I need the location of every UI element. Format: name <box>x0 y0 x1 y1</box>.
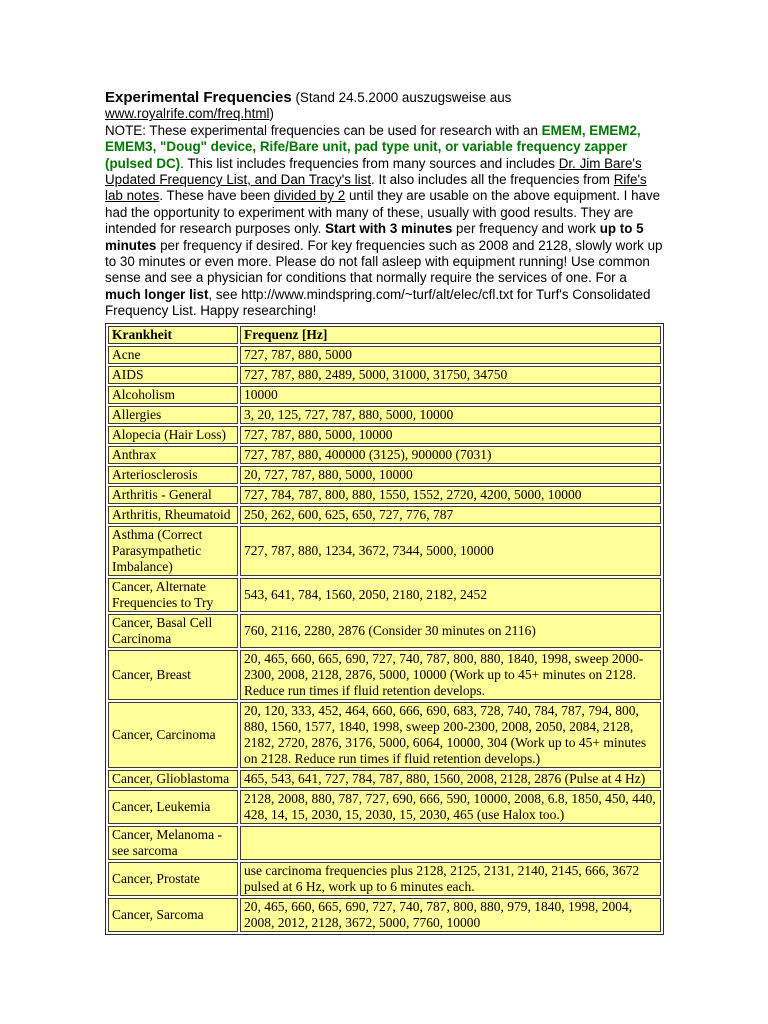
frequency-cell: 20, 727, 787, 880, 5000, 10000 <box>240 466 661 484</box>
condition-cell: AIDS <box>108 366 238 384</box>
inline-link[interactable]: Dr. Jim Bare's Updated Frequency List, and Dan Tracy's list <box>105 155 642 188</box>
frequency-cell: 20, 465, 660, 665, 690, 727, 740, 787, 800, 880, 979, 1840, 1998, 2004, 2008, 2012, 2128, 3672, 5000, 7760, 10000 <box>240 898 661 932</box>
frequency-cell: 465, 543, 641, 727, 784, 787, 880, 1560, 2008, 2128, 2876 (Pulse at 4 Hz) <box>240 770 661 788</box>
table-row <box>108 614 661 648</box>
table-row <box>108 466 661 484</box>
note-text-segment: much longer list <box>105 286 209 302</box>
table-row <box>108 486 661 504</box>
condition-cell: Arteriosclerosis <box>108 466 238 484</box>
condition-cell: Cancer, Carcinoma <box>108 702 238 768</box>
table-row <box>108 386 661 404</box>
note-text-segment: EMEM, EMEM2, EMEM3, "Doug" device, Rife/Bare unit, pad type unit, or variable frequency zapper (pulsed DC) <box>105 122 641 171</box>
frequency-cell: 727, 787, 880, 400000 (3125), 900000 (7031) <box>240 446 661 464</box>
frequency-table <box>105 323 664 935</box>
table-row <box>108 862 661 896</box>
note-text-segment: Start with 3 minutes <box>325 221 453 237</box>
condition-cell: Arthritis, Rheumatoid <box>108 506 238 524</box>
condition-cell: Asthma (Correct Parasympathetic Imbalance) <box>108 526 238 576</box>
document-title: Experimental Frequencies <box>105 89 292 106</box>
note-text-segment: up to 5 minutes <box>105 221 644 253</box>
note-text-segment: until they are usable on the above equipment. I have had the opportunity to experiment with many of these, usually with good results. They are intended for research purposes only. <box>105 188 661 237</box>
condition-cell: Cancer, Breast <box>108 650 238 700</box>
table-row <box>108 826 661 860</box>
note-paragraph <box>105 123 664 320</box>
inline-link[interactable]: Rife's lab notes <box>105 172 647 204</box>
frequency-cell: 250, 262, 600, 625, 650, 727, 776, 787 <box>240 506 661 524</box>
condition-cell: Alopecia (Hair Loss) <box>108 426 238 444</box>
royalrife-link[interactable]: www.royalrife.com/freq.html <box>105 106 270 122</box>
condition-cell: Cancer, Sarcoma <box>108 898 238 932</box>
column-header-frequenz: Frequenz [Hz] <box>240 326 661 344</box>
condition-cell: Allergies <box>108 406 238 424</box>
note-text-segment: NOTE: These experimental frequencies can be used for research with an <box>105 122 542 138</box>
table-row <box>108 406 661 424</box>
condition-cell: Anthrax <box>108 446 238 464</box>
table-row <box>108 790 661 824</box>
condition-cell: Arthritis - General <box>108 486 238 504</box>
frequency-cell: 10000 <box>240 386 661 404</box>
note-text-segment: . These have been <box>159 188 274 204</box>
table-row <box>108 506 661 524</box>
frequency-table-body <box>108 346 661 932</box>
condition-cell: Cancer, Alternate Frequencies to Try <box>108 578 238 612</box>
condition-cell: Cancer, Melanoma - see sarcoma <box>108 826 238 860</box>
condition-cell: Cancer, Prostate <box>108 862 238 896</box>
table-row <box>108 898 661 932</box>
frequency-cell: use carcinoma frequencies plus 2128, 2125, 2131, 2140, 2145, 666, 3672 pulsed at 6 Hz, work up to 6 minutes each. <box>240 862 661 896</box>
document-page <box>105 90 664 935</box>
table-row <box>108 650 661 700</box>
note-text-segment: divided by 2 <box>273 188 346 204</box>
intro-block <box>105 90 664 320</box>
column-header-krankheit: Krankheit <box>108 326 238 344</box>
title-subtitle: (Stand 24.5.2000 auszugsweise aus <box>291 90 512 105</box>
table-row <box>108 526 661 576</box>
frequency-cell: 727, 787, 880, 1234, 3672, 7344, 5000, 10000 <box>240 526 661 576</box>
table-row <box>108 346 661 364</box>
condition-cell: Alcoholism <box>108 386 238 404</box>
frequency-cell: 3, 20, 125, 727, 787, 880, 5000, 10000 <box>240 406 661 424</box>
note-text-segment: , see http://www.mindspring.com/~turf/alt/elec/cfl.txt for Turf's Consolidated Frequency List. Happy researching! <box>105 286 651 319</box>
frequency-cell: 727, 787, 880, 5000 <box>240 346 661 364</box>
condition-cell: Cancer, Basal Cell Carcinoma <box>108 614 238 648</box>
note-text-segment: per frequency and work <box>452 221 600 237</box>
frequency-cell: 727, 787, 880, 2489, 5000, 31000, 31750, 34750 <box>240 366 661 384</box>
table-row <box>108 578 661 612</box>
note-text-segment: per frequency if desired. For key frequencies such as 2008 and 2128, slowly work up to 30 minutes or even more. Please do not fall asleep with equipment running! Use common sense and see a physician for conditions that normally require the services of one. For a <box>105 237 663 286</box>
table-row <box>108 770 661 788</box>
close-paren: ) <box>269 106 274 122</box>
condition-cell: Acne <box>108 346 238 364</box>
frequency-cell: 727, 787, 880, 5000, 10000 <box>240 426 661 444</box>
table-row <box>108 702 661 768</box>
condition-cell: Cancer, Leukemia <box>108 790 238 824</box>
table-header-row <box>108 326 661 344</box>
frequency-cell <box>240 826 661 860</box>
condition-cell: Cancer, Glioblastoma <box>108 770 238 788</box>
table-row <box>108 426 661 444</box>
note-text-segment: . It also includes all the frequencies from <box>371 172 614 188</box>
note-text-segment: . This list includes frequencies from many sources and includes <box>180 155 559 171</box>
frequency-cell: 760, 2116, 2280, 2876 (Consider 30 minutes on 2116) <box>240 614 661 648</box>
table-row <box>108 366 661 384</box>
table-row <box>108 446 661 464</box>
frequency-cell: 2128, 2008, 880, 787, 727, 690, 666, 590, 10000, 2008, 6.8, 1850, 450, 440, 428, 14, 15, 2030, 15, 2030, 15, 2030, 465 (use Halox too.) <box>240 790 661 824</box>
frequency-cell: 543, 641, 784, 1560, 2050, 2180, 2182, 2452 <box>240 578 661 612</box>
frequency-cell: 727, 784, 787, 800, 880, 1550, 1552, 2720, 4200, 5000, 10000 <box>240 486 661 504</box>
frequency-cell: 20, 120, 333, 452, 464, 660, 666, 690, 683, 728, 740, 784, 787, 794, 800, 880, 1560, 1577, 1840, 1998, sweep 200-2300, 2008, 2050, 2084, 2128, 2182, 2720, 2876, 3176, 5000, 6064, 10000, 304 (Work up to 45+ minutes on 2128. Reduce run times if fluid retention develops.) <box>240 702 661 768</box>
frequency-cell: 20, 465, 660, 665, 690, 727, 740, 787, 800, 880, 1840, 1998, sweep 2000-2300, 2008, 2128, 2876, 5000, 10000 (Work up to 45+ minutes on 2128. Reduce run times if fluid retention develops. <box>240 650 661 700</box>
